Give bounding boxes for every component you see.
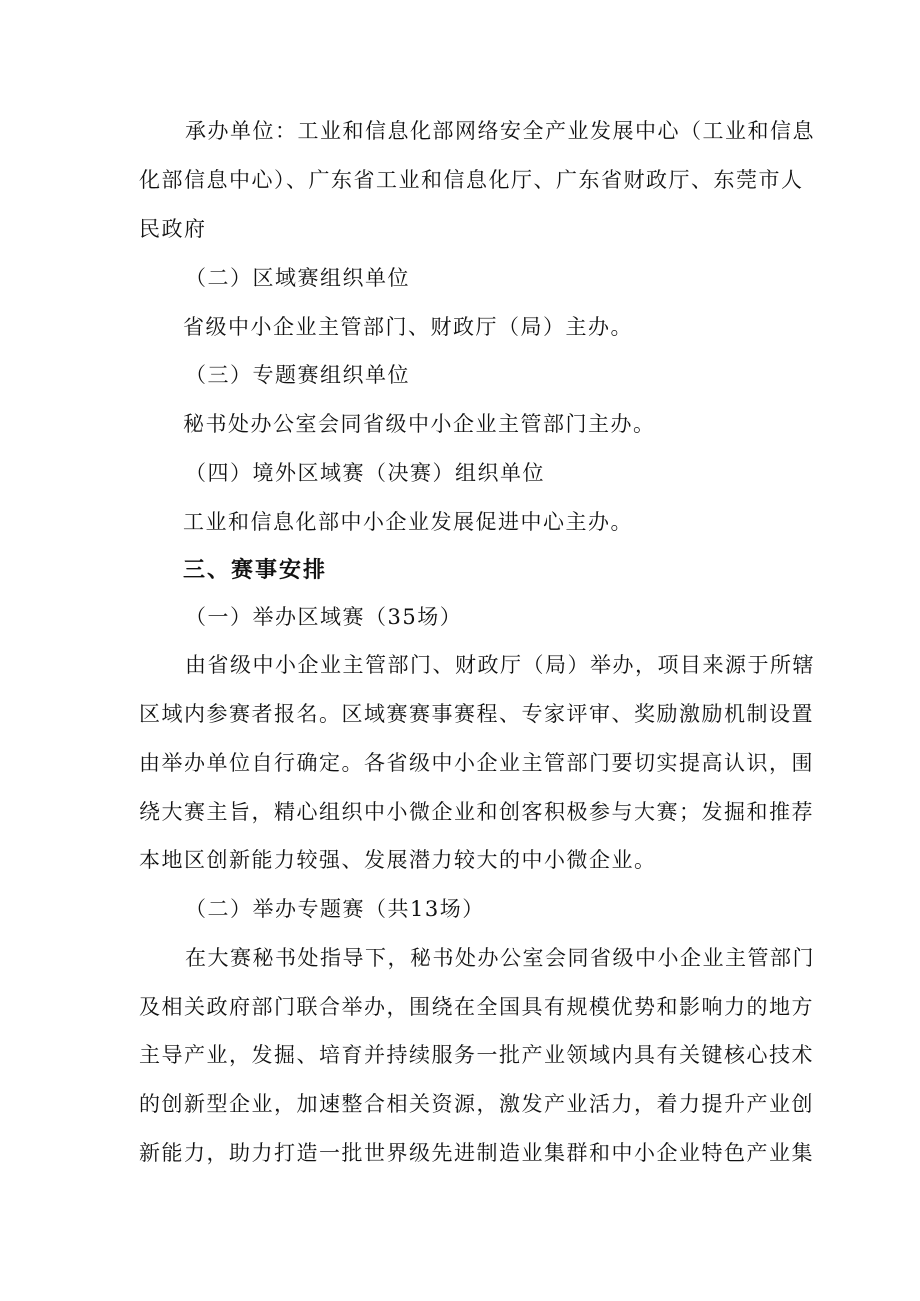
organizer-line-2: 化部信息中心）、广东省工业和信息化厅、广东省财政厅、东莞市人 [139,168,804,192]
subheading-regional-organizer: （二）区域赛组织单位 [185,266,410,290]
subheading-thematic-events: （二）举办专题赛（共13场） [185,897,485,921]
thematic-events-line-5: 新能力，助力打造一批世界级先进制造业集群和中小企业特色产业集 [139,1141,814,1165]
paragraph-overseas-organizer: 工业和信息化部中小企业发展促进中心主办。 [183,510,633,534]
subheading-overseas-organizer: （四）境外区域赛（决赛）组织单位 [185,461,545,485]
regional-events-line-1: 由省级中小企业主管部门、财政厅（局）举办，项目来源于所辖 [185,653,815,677]
regional-events-line-2: 区域内参赛者报名。区域赛赛事赛程、专家评审、奖励激励机制设置 [139,702,814,726]
thematic-events-line-2: 及相关政府部门联合举办，围绕在全国具有规模优势和影响力的地方 [139,995,814,1019]
organizer-line-3: 民政府 [139,217,207,241]
thematic-events-line-3: 主导产业，发掘、培育并持续服务一批产业领域内具有关键核心技术 [139,1043,814,1067]
paragraph-thematic-organizer: 秘书处办公室会同省级中小企业主管部门主办。 [183,412,656,436]
paragraph-regional-organizer: 省级中小企业主管部门、财政厅（局）主办。 [183,315,633,339]
regional-events-line-4: 绕大赛主旨，精心组织中小微企业和创客积极参与大赛；发掘和推荐 [139,800,814,824]
thematic-events-line-4: 的创新型企业，加速整合相关资源，激发产业活力，着力提升产业创 [139,1092,814,1116]
regional-events-line-3: 由举办单位自行确定。各省级中小企业主管部门要切实提高认识，围 [139,751,814,775]
thematic-events-line-1: 在大赛秘书处指导下，秘书处办公室会同省级中小企业主管部门 [185,946,815,970]
subheading-thematic-organizer: （三）专题赛组织单位 [185,363,410,387]
organizer-line-1: 承办单位：工业和信息化部网络安全产业发展中心（工业和信息 [185,119,815,143]
subheading-regional-events: （一）举办区域赛（35场） [185,605,463,629]
regional-events-line-5: 本地区创新能力较强、发展潜力较大的中小微企业。 [139,848,657,872]
section-heading: 三、赛事安排 [183,558,328,583]
